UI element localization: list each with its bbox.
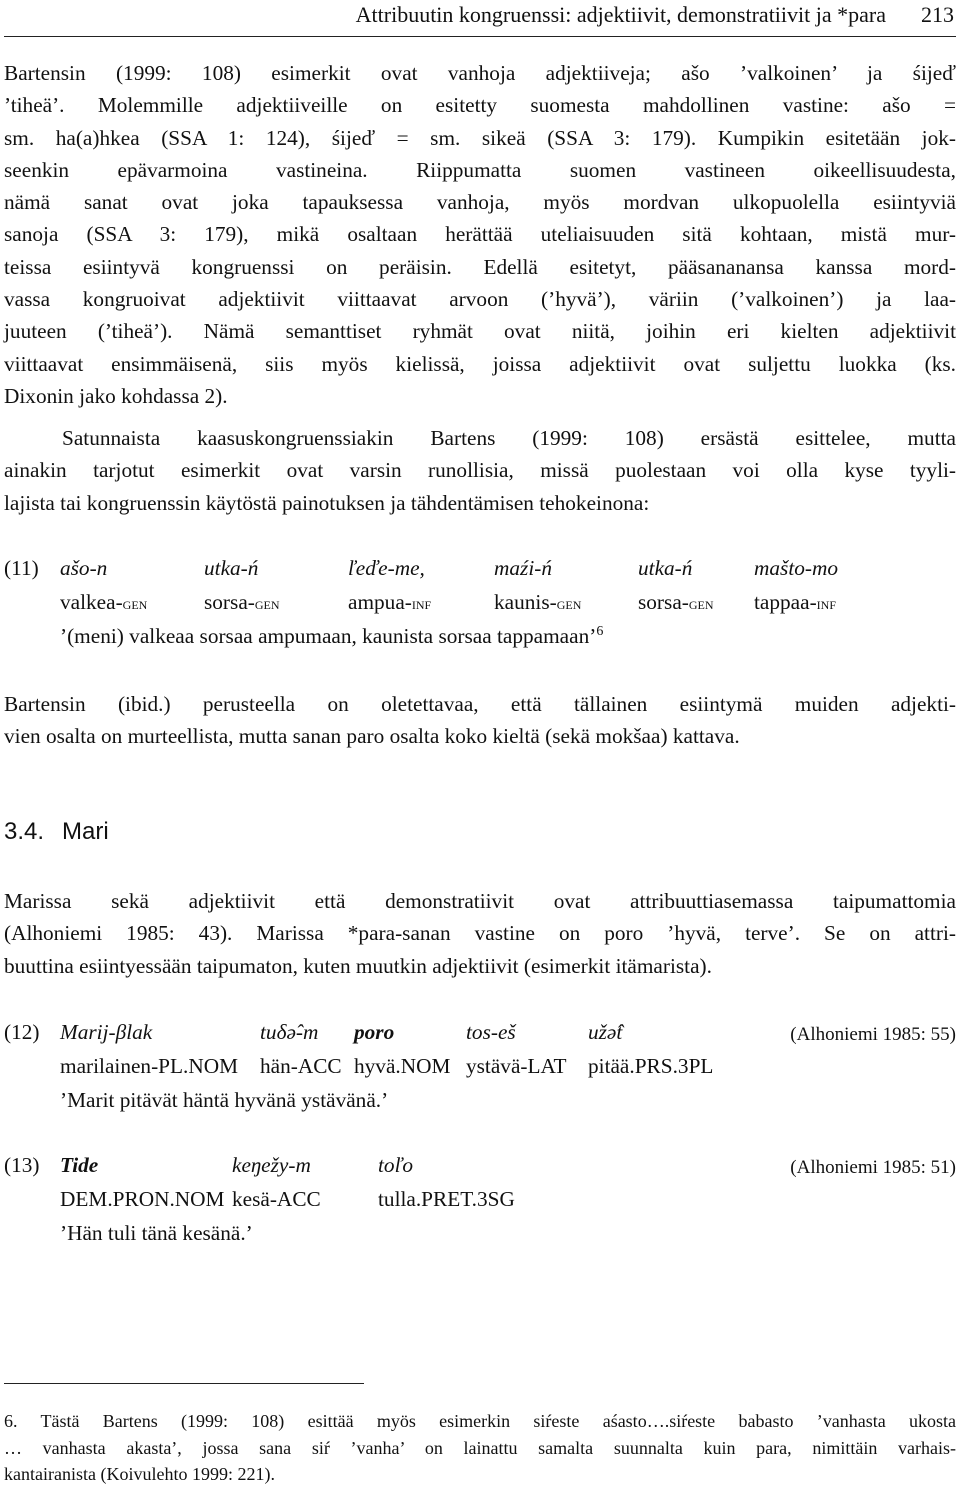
example-number: (13) — [4, 1153, 40, 1177]
gloss-stem: sorsa- — [638, 590, 689, 614]
text-line: teissa esiintyvä kongruenssi on peräisin. Edellä esitetyt, pääsananansa kanssa mord- — [4, 254, 956, 279]
example-13-translation — [60, 1221, 253, 1246]
example-word: tos-eš — [466, 1020, 516, 1044]
paragraph-1 — [4, 57, 956, 412]
text-line: lajista tai kongruenssin käytöstä painotuksen ja tähdentämisen tehokeinona: — [4, 490, 650, 515]
text-line: vassa kongruoivat adjektiivit viittaavat arvoon (’hyvä’), väriin (’valkoinen’) ja laa- — [4, 287, 956, 312]
gloss-item: hän-ACC — [260, 1054, 342, 1078]
gloss-item — [60, 590, 147, 615]
gloss-item: marilainen-PL.NOM — [60, 1054, 239, 1078]
gloss-tag: gen — [254, 593, 280, 613]
gloss-stem: tappaa- — [754, 590, 817, 614]
gloss-item: ystävä-LAT — [466, 1054, 567, 1078]
text-line: Satunnaista kaasuskongruenssiakin Bartens (1999: 108) ersästä esittelee, mutta — [62, 426, 956, 450]
page-number: 213 — [921, 2, 954, 27]
gloss-tag: gen — [688, 593, 714, 613]
footnote-line: kantairanista (Koivulehto 1999: 221). — [4, 1464, 275, 1484]
example-number: (12) — [4, 1020, 40, 1044]
example-word: ašo-n — [60, 556, 108, 580]
text-line: ’tiheä’. Molemmille adjektiiveille on esitetty suomesta mahdollinen vastine: ašo = — [4, 93, 956, 118]
header-title-text: Attribuutin kongruenssi: adjektiivit, demonstratiivit ja *para — [355, 2, 886, 27]
example-word: Tide — [60, 1153, 99, 1177]
gloss-item — [638, 590, 714, 615]
gloss-tag: gen — [122, 593, 148, 613]
gloss-tag: gen — [556, 593, 582, 613]
example-citation: (Alhoniemi 1985: 55) — [790, 1024, 956, 1045]
footnote-line: 6. Tästä Bartens (1999: 108) esittää myös esimerkin siŕeste aśasto….siŕeste babasto ’vanhasta ukosta — [4, 1411, 956, 1431]
example-word: Marij-βlak — [60, 1020, 153, 1044]
text-line: viittaavat ensimmäisenä, siis myös kielissä, joissa adjektiivit ovat suljettu luokka (ks. — [4, 351, 956, 376]
example-11-translation — [60, 624, 603, 649]
example-word: maźi-ń — [494, 556, 552, 580]
gloss-item: hyvä.NOM — [354, 1054, 451, 1078]
paragraph-2 — [4, 422, 956, 519]
example-number: (11) — [4, 556, 39, 580]
text-line: (Alhoniemi 1985: 43). Marissa *para-sanan vastine on poro ’hyvä, terve’. Se on attri- — [4, 921, 956, 946]
section-title: Mari — [62, 818, 109, 845]
example-citation: (Alhoniemi 1985: 51) — [790, 1157, 956, 1178]
gloss-item: pitää.PRS.3PL — [588, 1054, 714, 1078]
gloss-item — [494, 590, 581, 615]
gloss-item: kesä-ACC — [232, 1187, 321, 1211]
example-word: ľeďe-me, — [348, 556, 425, 580]
example-12-translation — [60, 1088, 388, 1113]
example-word: mašto-mo — [754, 556, 839, 580]
header-title — [356, 2, 886, 28]
text-line: seenkin epävarmoina vastineina. Riippumatta suomen vastineen oikeellisuudesta, — [4, 157, 956, 182]
example-word: tuδə̂-m — [260, 1020, 319, 1044]
footnote-line: … vanhasta akasta’, jossa sana siŕ ’vanha’ on lainattu samalta suunnalta kuin para, nimittäin varhais- — [4, 1437, 956, 1458]
gloss-stem: valkea- — [60, 590, 123, 614]
gloss-item — [348, 590, 431, 615]
gloss-item — [204, 590, 280, 615]
text-line: ainakin tarjotut esimerkit ovat varsin runollisia, missä puolestaan voi olla kyse tyyli- — [4, 458, 956, 483]
gloss-item: tulla.PRET.3SG — [378, 1187, 515, 1211]
gloss-tag: inf — [411, 593, 432, 613]
paragraph-3 — [4, 688, 956, 753]
example-word: utka-ń — [638, 556, 693, 580]
example-word: užə̂t — [588, 1020, 623, 1044]
text-line: sm. ha(a)hkea (SSA 1: 124), śijeď = sm. sikeä (SSA 3: 179). Kumpikin esitetään jok- — [4, 125, 956, 150]
text-line: juuteen (’tiheä’). Nämä semanttiset ryhmät ovat niitä, joihin eri kielten adjektiivit — [4, 319, 956, 344]
text-line: Bartensin (ibid.) perusteella on oletettavaa, että tällainen esiintymä muiden adjekti- — [4, 692, 956, 716]
gloss-stem: sorsa- — [204, 590, 255, 614]
gloss-item — [754, 590, 836, 615]
footnote-marker: 6 — [596, 624, 604, 639]
translation-text: ’(meni) valkeaa sorsaa ampumaan, kaunista sorsaa tappamaan’ — [60, 624, 597, 649]
gloss-tag: inf — [816, 593, 837, 613]
example-word: utka-ń — [204, 556, 259, 580]
section-number: 3.4. — [4, 818, 45, 845]
text-line: sanoja (SSA 3: 179), mikä osaltaan herättää uteliaisuuden sitä kohtaan, mistä mur- — [4, 222, 956, 247]
gloss-item: DEM.PRON.NOM — [60, 1187, 225, 1211]
section-heading — [4, 818, 127, 846]
text-line: Dixonin jako kohdassa 2). — [4, 383, 228, 408]
example-word: poro — [354, 1020, 395, 1044]
paragraph-4 — [4, 885, 956, 982]
example-word: toľo — [378, 1153, 413, 1177]
text-line: Marissa sekä adjektiivit että demonstratiivit ovat attribuuttiasemassa taipumattomia — [4, 889, 956, 913]
translation-text: ’Hän tuli tänä kesänä.’ — [60, 1221, 253, 1245]
gloss-stem: ampua- — [348, 590, 412, 614]
text-line: nämä sanat ovat joka tapauksessa vanhoja, myös mordvan ulkopuolella esiintyviä — [4, 190, 956, 215]
example-word: keŋežy-m — [232, 1153, 311, 1177]
translation-text: ’Marit pitävät häntä hyvänä ystävänä.’ — [60, 1088, 389, 1112]
text-line: buuttina esiintyessään taipumaton, kuten muutkin adjektiivit (esimerkit itämarista). — [4, 953, 712, 978]
footnote — [4, 1408, 956, 1488]
gloss-stem: kaunis- — [494, 590, 557, 614]
footnote-rule — [4, 1383, 364, 1384]
text-line: Bartensin (1999: 108) esimerkit ovat vanhoja adjektiiveja; ašo ’valkoinen’ ja śijeď — [4, 61, 956, 85]
text-line: vien osalta on murteellista, mutta sanan paro osalta koko kieltä (sekä mokšaa) kattava. — [4, 724, 740, 749]
running-header — [4, 0, 956, 37]
